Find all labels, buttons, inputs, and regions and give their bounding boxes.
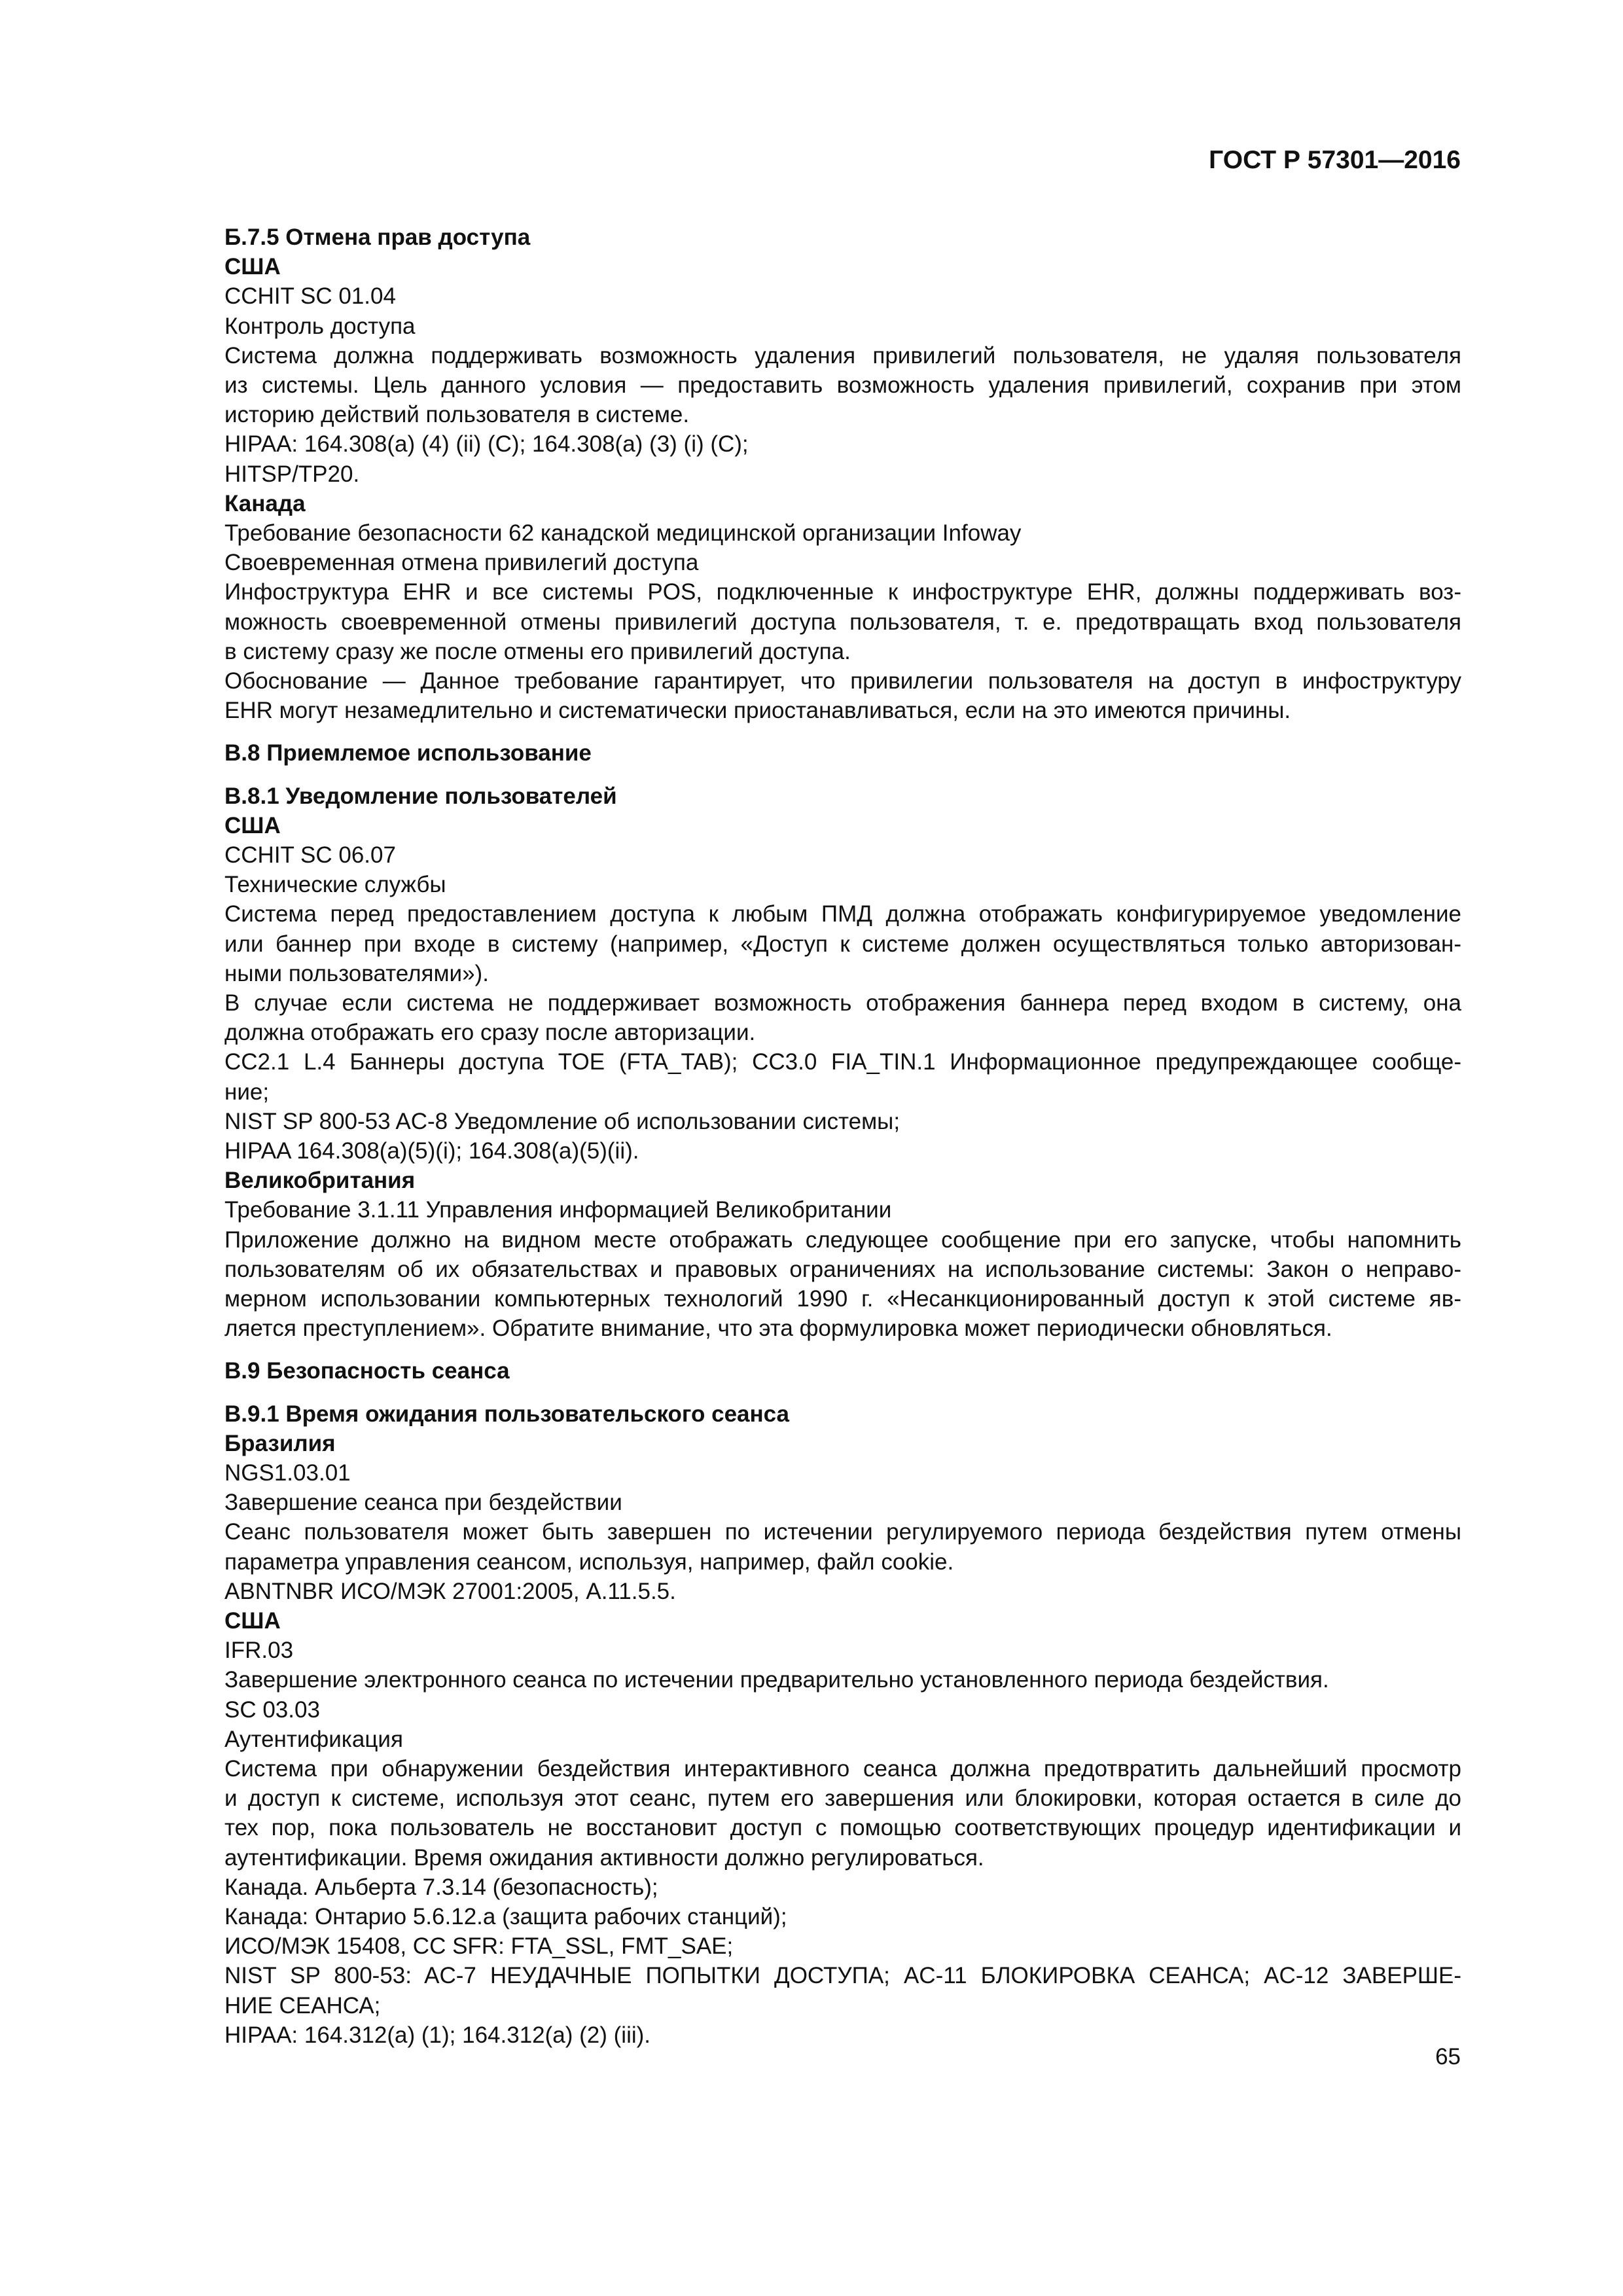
text-line: IFR.03 [224,1638,294,1664]
section-heading-line: Бразилия [224,1430,336,1456]
text-line: Инфоструктура EHR и все системы POS, подключенные к инфоструктуре EHR, должны поддерживать воз- [224,579,1461,605]
text-line: параметра управления сеансом, используя, например, файл cookie. [224,1549,954,1575]
text-line: аутентификации. Время ожидания активности должно регулироваться. [224,1844,984,1871]
text-line: можность своевременной отмены привилегий доступа пользователя, т. е. предотвращать вход пользователя [224,609,1461,635]
text-line: должна отображать его сразу после авторизации. [224,1020,756,1046]
document-body [224,223,1461,2050]
text-line: ние; [224,1079,270,1105]
text-line: NIST SP 800-53: AC-7 НЕУДАЧНЫЕ ПОПЫТКИ ДОСТУПА; AC-11 БЛОКИРОВКА СЕАНСА; AC-12 ЗАВЕРШЕ- [224,1963,1461,1989]
text-line: мерном использовании компьютерных технологий 1990 г. «Несанкционированный доступ к этой системе яв- [224,1285,1461,1312]
text-line: в систему сразу же после отмены его привилегий доступа. [224,638,851,664]
text-line: CC2.1 L.4 Баннеры доступа TOE (FTA_TAB); CC3.0 FIA_TIN.1 Информационное предупреждающее сообще- [224,1049,1461,1075]
text-line: HITSP/TP20. [224,461,360,487]
text-line: ИСО/МЭК 15408, CC SFR: FTA_SSL, FMT_SAE; [224,1933,734,1960]
text-line: NGS1.03.01 [224,1460,351,1486]
text-line: историю действий пользователя в системе. [224,402,690,428]
text-line: ABNTNBR ИСО/МЭК 27001:2005, A.11.5.5. [224,1578,676,1604]
text-line: Требование безопасности 62 канадской медицинской организации Infoway [224,520,1022,546]
text-line: EHR могут незамедлительно и систематически приостанавливаться, если на это имеются причины. [224,698,1291,724]
section-heading-line: В.9.1 Время ожидания пользовательского сеанса [224,1401,790,1427]
text-line: SC 03.03 [224,1696,320,1723]
text-line: Завершение электронного сеанса по истечении предварительно установленного периода бездействия. [224,1667,1329,1693]
text-line: ными пользователями»). [224,960,489,986]
text-line: Система при обнаружении бездействия интерактивного сеанса должна предотвратить дальнейший просмотр [224,1755,1461,1782]
section-heading-line: В.9 Безопасность сеанса [224,1358,510,1384]
text-line: НИЕ СЕАНСА; [224,1992,381,2018]
text-line: Сеанс пользователя может быть завершен по истечении регулируемого периода бездействия путем отмены [224,1519,1461,1545]
text-line: Требование 3.1.11 Управления информацией Великобритании [224,1197,892,1223]
page-number: 65 [1435,2044,1461,2070]
text-line: Система должна поддерживать возможность удаления привилегий пользователя, не удаляя пользователя [224,342,1461,368]
text-line: Система перед предоставлением доступа к любым ПМД должна отображать конфигурируемое уведомление [224,901,1461,927]
section-heading-line: США [224,254,281,280]
text-line: CCHIT SC 06.07 [224,842,396,868]
text-line: HIPAA: 164.308(a) (4) (ii) (C); 164.308(a) (3) (i) (C); [224,431,749,457]
section-heading-line: США [224,1607,281,1634]
text-line: из системы. Цель данного условия — предоставить возможность удаления привилегий, сохранив при этом [224,372,1461,398]
text-line: HIPAA: 164.312(a) (1); 164.312(a) (2) (iii). [224,2022,651,2048]
text-line: Аутентификация [224,1726,403,1752]
text-line: Обоснование — Данное требование гарантирует, что привилегии пользователя на доступ в инфоструктуру [224,668,1461,694]
section-heading-line: Б.7.5 Отмена прав доступа [224,224,531,250]
text-line: Контроль доступа [224,313,416,339]
text-line: Приложение должно на видном месте отображать следующее сообщение при его запуске, чтобы напомнить [224,1227,1461,1253]
text-line: HIPAA 164.308(a)(5)(i); 164.308(a)(5)(ii). [224,1138,639,1164]
text-line: Своевременная отмена привилегий доступа [224,550,699,576]
text-line: тех пор, пока пользователь не восстановит доступ с помощью соответствующих процедур идентификации и [224,1815,1461,1841]
document-id-header: ГОСТ Р 57301—2016 [1209,146,1461,174]
text-line: и доступ к системе, используя этот сеанс, путем его завершения или блокировки, которая остается в силе до [224,1785,1461,1812]
section-heading-line: Канада [224,490,306,516]
section-heading-line: В.8.1 Уведомление пользователей [224,783,617,809]
text-line: NIST SP 800-53 AC-8 Уведомление об использовании системы; [224,1108,901,1134]
text-line: В случае если система не поддерживает возможность отображения баннера перед входом в систему, она [224,990,1461,1016]
text-line: или баннер при входе в систему (например, «Доступ к системе должен осуществляться только авторизован- [224,931,1461,957]
section-heading-line: США [224,812,281,838]
text-line: Технические службы [224,872,446,898]
text-line: Завершение сеанса при бездействии [224,1490,622,1516]
text-line: пользователям об их обязательствах и правовых ограничениях на использование системы: Закон о неправо- [224,1256,1461,1282]
section-heading-line: Великобритания [224,1168,416,1194]
text-line: CCHIT SC 01.04 [224,283,396,310]
text-line: Канада. Альберта 7.3.14 (безопасность); [224,1874,658,1900]
text-line: Канада: Онтарио 5.6.12.а (защита рабочих станций); [224,1903,787,1929]
section-heading-line: В.8 Приемлемое использование [224,740,592,766]
text-line: ляется преступлением». Обратите внимание, что эта формулировка может периодически обновляться. [224,1316,1332,1342]
